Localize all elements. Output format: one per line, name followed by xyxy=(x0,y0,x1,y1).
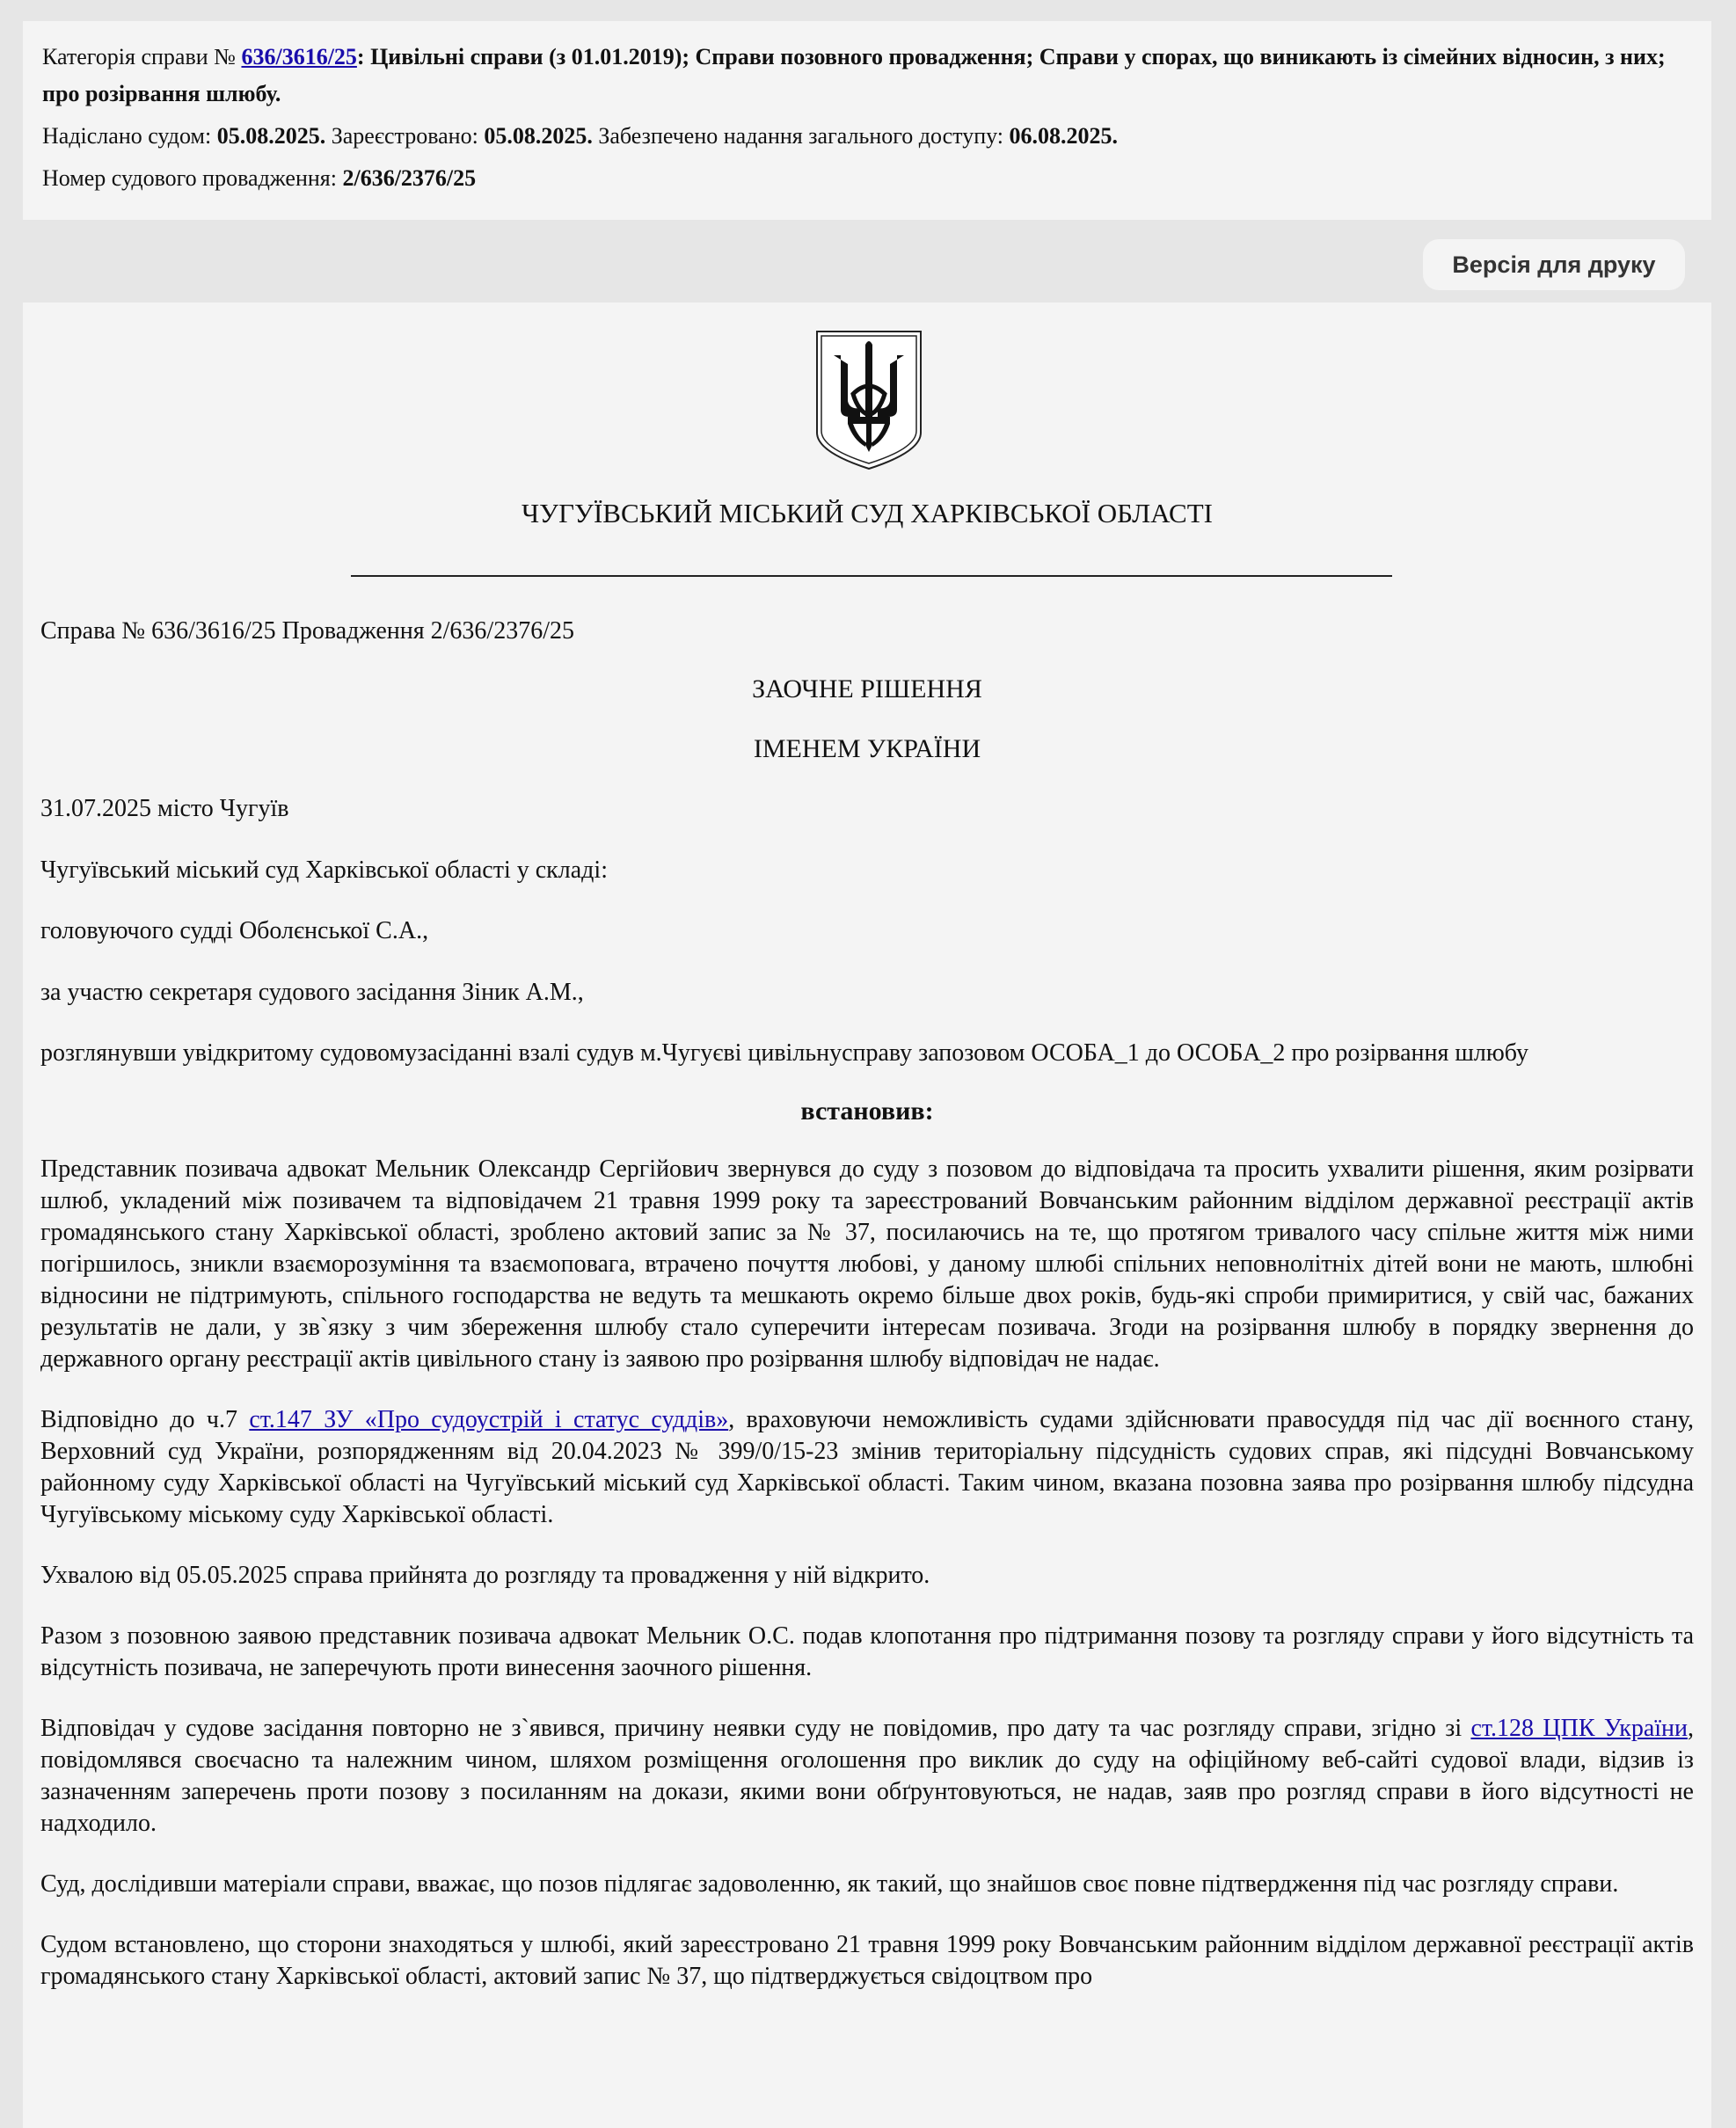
in-name-of-ukraine: ІМЕНЕМ УКРАЇНИ xyxy=(753,734,981,763)
paragraph-claim: Представник позивача адвокат Мельник Олександр Сергійович звернувся до суду з позовом до відповідача та просить ухвалити рішення, яким розірвати шлюб, укладений між позивачем та відповідачем 21 травня 1999 року та зареєстрований Вовчанським районним відділом державної реєстрації актів громадянського стану Харківської області, зроблено актовий запис за № 37, посилаючись на те, що протягом тривалого часу спільне життя між ними погіршилось, зникли взаєморозуміння та взаємоповага, втрачено почуття любові, у даному шлюбі спільних неповнолітніх дітей вони не мають, шлюбні відносини не підтримують, спільного господарства не ведуть та мешкають окремо більше двох років, будь-які спроби примиритися, у свій час, бажаних результатів не дали, у зв`язку з чим збереження шлюбу стало суперечити інтересам позивача. Згоди на розірвання шлюбу в порядку звернення до державного органу реєстрації актів цивільного стану із заявою про розірвання шлюбу відповідач не надає. xyxy=(40,1155,1694,1373)
registered-date: 05.08.2025. xyxy=(484,123,593,149)
coat-of-arms-icon xyxy=(814,329,923,471)
sent-label: Надіслано судом: xyxy=(42,123,217,149)
date-city: 31.07.2025 місто Чугуїв xyxy=(40,795,289,822)
paragraph-motion: Разом з позовною заявою представник позивача адвокат Мельник О.С. подав клопотання про підтримання позову та розгляду справи у його відсутність та відсутність позивача, не заперечують проти винесення заочного рішення. xyxy=(40,1622,1694,1681)
access-date: 06.08.2025. xyxy=(1009,123,1118,149)
court-composition: Чугуївський міський суд Харківської області у складі: xyxy=(40,856,608,884)
proceeding-number: 2/636/2376/25 xyxy=(342,165,477,191)
para5-text-a: Відповідач у судове засідання повторно не з`явився, причину неявки суду не повідомив, про дату та час розгляду справи, згідно зі xyxy=(40,1715,1471,1742)
para2-text-b: , враховуючи неможливість судами здійснювати правосуддя під час дії воєнного стану, Верховний суд України, розпорядженням від 20.04.2023 № 399/0/15-23 змінив територіальну підсудність судових справ, які підсудні Вовчанському районному суду Харківської області на Чугуївський міський суд Харківської області. Таким чином, вказана позовна заява про розірвання шлюбу підсудна Чугуївському міському суду Харківської області. xyxy=(40,1406,1695,1528)
paragraph-jurisdiction xyxy=(40,1404,1694,1531)
divider xyxy=(351,575,1392,577)
law-article-147-link[interactable]: ст.147 ЗУ «Про судоустрій і статус суддів» xyxy=(249,1406,729,1433)
case-number-link[interactable]: 636/3616/25 xyxy=(241,44,357,69)
case-category xyxy=(42,39,1692,113)
decision-text xyxy=(40,616,1694,2022)
proceeding-line xyxy=(42,160,1692,197)
paragraph-accepted: Ухвалою від 05.05.2025 справа прийнята до розгляду та провадження у ній відкрито. xyxy=(40,1562,930,1589)
paragraph-established-marriage: Судом встановлено, що сторони знаходяться у шлюбі, який зареєстровано 21 травня 1999 року Вовчанським районним відділом державної реєстрації актів громадянського стану Харківської області, актовий запис № 37, що підтверджується свідоцтвом про xyxy=(40,1931,1694,1990)
sent-date: 05.08.2025. xyxy=(216,123,326,149)
proceeding-label: Номер судового провадження: xyxy=(42,165,343,191)
category-label: Категорія справи № xyxy=(42,44,242,69)
established-heading: встановив: xyxy=(800,1097,934,1126)
paragraph-court-finding: Суд, дослідивши матеріали справи, вважає, що позов підлягає задоволенню, як такий, що знайшов своє повне підтвердження під час розгляду справи. xyxy=(40,1870,1619,1898)
case-info-panel xyxy=(23,21,1711,220)
cpc-article-128-link[interactable]: ст.128 ЦПК України xyxy=(1470,1715,1688,1742)
access-label: Забезпечено надання загального доступу: xyxy=(592,123,1010,149)
court-name: ЧУГУЇВСЬКИЙ МІСЬКИЙ СУД ХАРКІВСЬКОЇ ОБЛАСТІ xyxy=(522,498,1213,528)
page-frame xyxy=(9,9,1727,2119)
dates-line xyxy=(42,118,1692,155)
paragraph-defendant xyxy=(40,1713,1694,1840)
print-version-button[interactable]: Версія для друку xyxy=(1423,239,1685,290)
secretary: за участю секретаря судового засідання Зіник А.М., xyxy=(40,979,584,1006)
decision-title: ЗАОЧНЕ РІШЕННЯ xyxy=(752,674,982,703)
toolbar xyxy=(23,220,1711,299)
considered-paragraph: розглянувши увідкритому судовомузасіданні взалі судув м.Чугуєві цивільнусправу запозовом ОСОБА_1 до ОСОБА_2 про розірвання шлюбу xyxy=(40,1039,1528,1067)
presiding-judge: головуючого судді Оболєнської С.А., xyxy=(40,917,429,944)
case-line: Справа № 636/3616/25 Провадження 2/636/2376/25 xyxy=(40,617,574,645)
para5-text-b: , повідомлявся своєчасно та належним чином, шляхом розміщення оголошення про виклик до суду на офіційному веб-сайті судової влади, відзив із зазначенням заперечень проти позову з посиланням на докази, якими вони обґрунтовуються, не надав, заяв про розгляд справи в його відсутності не надходило. xyxy=(40,1715,1694,1837)
document-body xyxy=(23,302,1711,2128)
category-text: : Цивільні справи (з 01.01.2019); Справи позовного провадження; Справи у спорах, що виникають із сімейних відносин, з них; про розірвання шлюбу. xyxy=(42,44,1666,106)
registered-label: Зареєстровано: xyxy=(325,123,485,149)
para2-text-a: Відповідно до ч.7 xyxy=(40,1406,250,1433)
